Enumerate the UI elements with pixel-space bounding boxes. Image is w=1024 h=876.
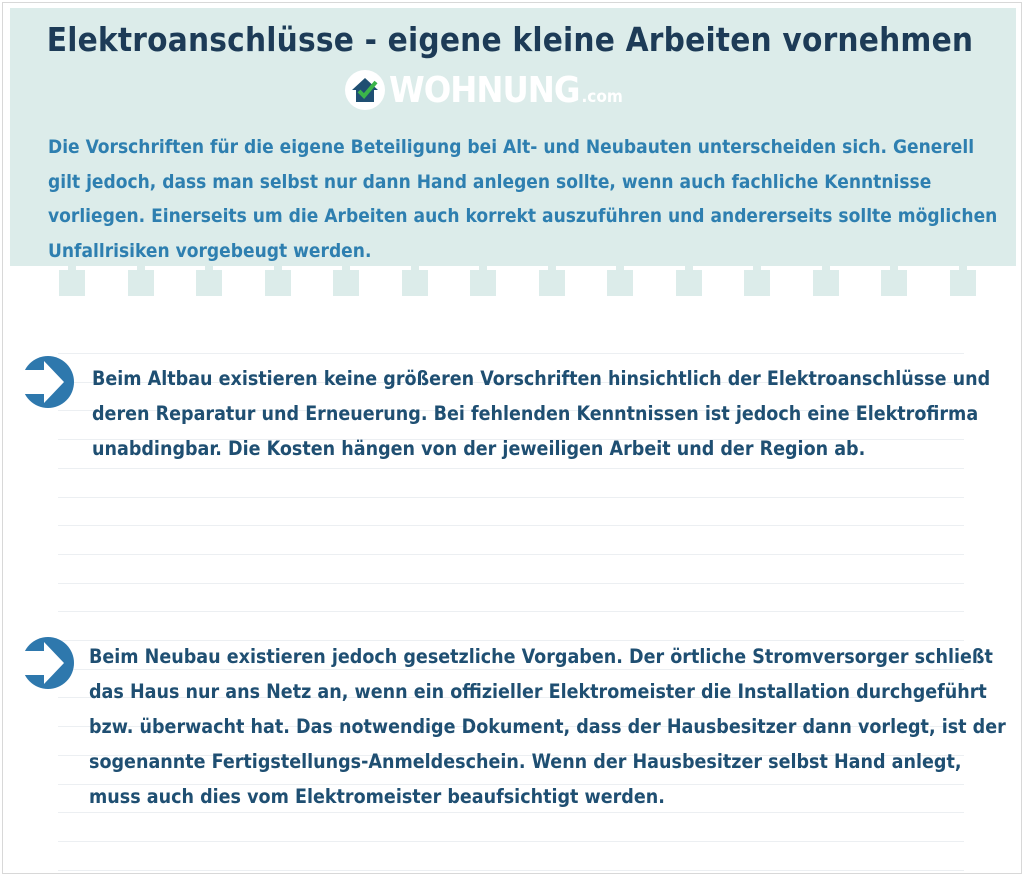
intro-text: Die Vorschriften für die eigene Beteiligung bei Alt- und Neubauten unterscheiden sich. Generell gilt jedoch, dass man selbst nur dann Hand anlegen sollte, wenn auch fachliche Kenntnisse vorliegen. Einerseits um die Arbeiten auch korrekt auszuführen und andererseits sollte möglichen Unfallrisiken vorgebeugt werden. [48,136,998,262]
altbau-paragraph: Beim Altbau existieren keine größeren Vorschriften hinsichtlich der Elektroanschlüsse und deren Reparatur und Erneuerung. Bei fehlenden Kenntnissen ist jedoch eine Elektrofirma unabdingbar. Die Kosten hängen von der jeweiligen Arbeit und der Region ab. [92,367,991,460]
neubau-paragraph: Beim Neubau existieren jedoch gesetzliche Vorgaben. Der örtliche Stromversorger schließt das Haus nur ans Netz an, wenn ein offizieller Elektromeister die Installation durchgeführt bzw. überwacht hat. Das notwendige Dokument, dass der Hausbesitzer dann vorlegt, ist der sogenannte Fertigstellungs-Anmeldeschein. Wenn der Hausbesitzer selbst Hand anlegt, muss auch dies vom Elektromeister beaufsichtigt werden. [89,645,1006,808]
logo-suffix: .com [581,87,623,107]
arrow-right-icon [22,356,74,408]
ruled-line [58,554,964,555]
house-check-icon [345,70,385,110]
header-panel [10,8,1016,266]
binder-tab [402,270,428,296]
binder-tab [59,270,85,296]
binder-tab [676,270,702,296]
ruled-line [58,611,964,612]
ruled-line [58,497,964,498]
binder-tab [265,270,291,296]
binder-tab [813,270,839,296]
ruled-line [58,353,964,354]
wohnung-logo [345,68,623,112]
binder-tab [470,270,496,296]
binder-tab [333,270,359,296]
ruled-line [58,870,964,871]
ruled-line [58,468,964,469]
binder-tab [128,270,154,296]
arrow-right-icon [22,637,74,689]
binder-tab [607,270,633,296]
ruled-line [58,583,964,584]
ruled-line [58,841,964,842]
binder-tab [881,270,907,296]
page-title: Elektroanschlüsse - eigene kleine Arbeiten vornehmen [46,20,974,59]
binder-tab [196,270,222,296]
logo-name: WOHNUNG [389,69,580,111]
ruled-line [58,525,964,526]
binder-tab [744,270,770,296]
binder-tab [539,270,565,296]
binder-tab [950,270,976,296]
